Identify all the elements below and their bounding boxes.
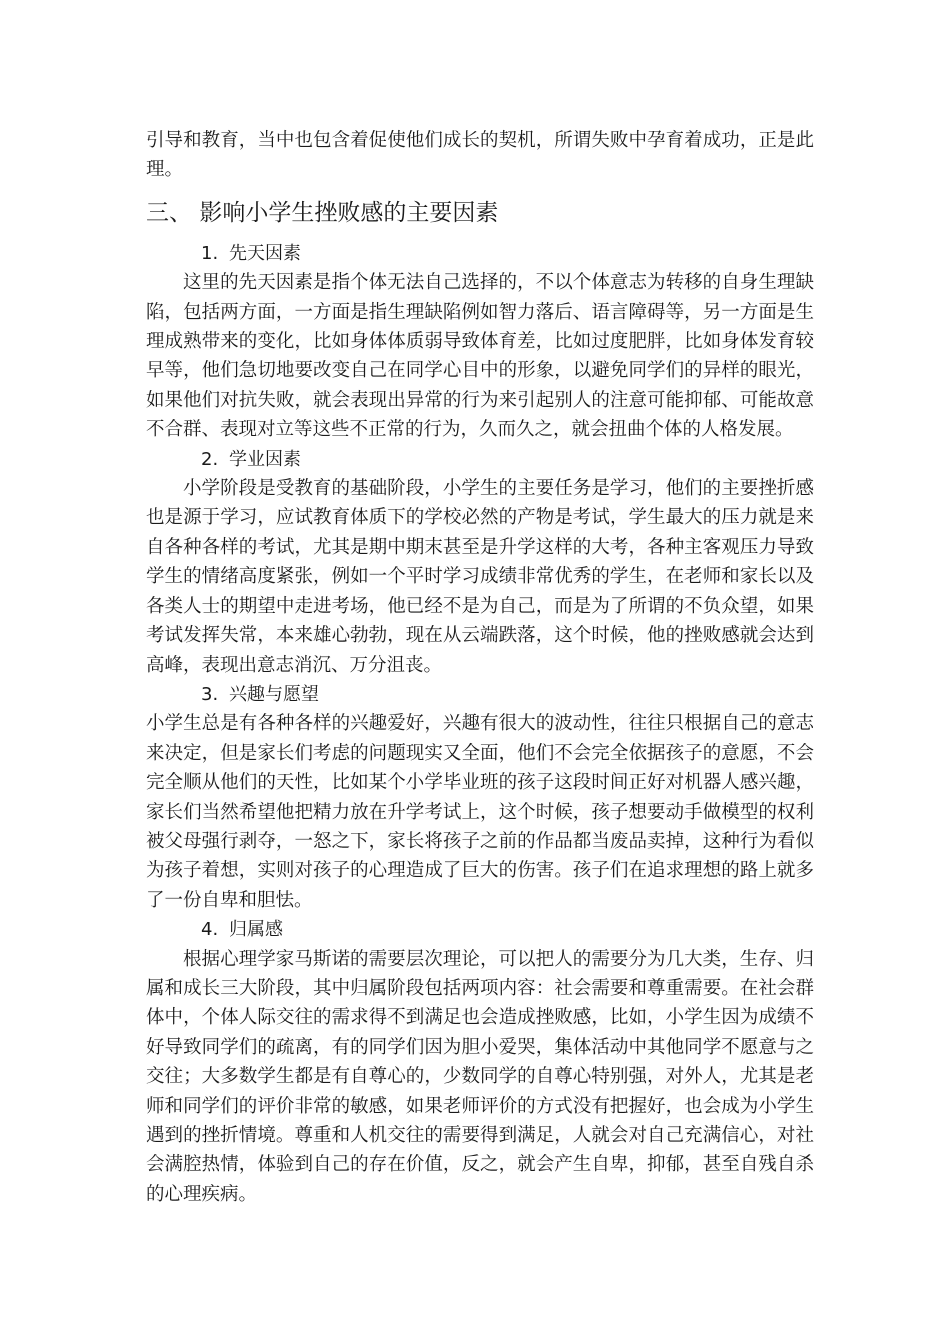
document-body bbox=[146, 126, 814, 1209]
factor-title: 先天因素 bbox=[229, 242, 301, 264]
factor-title: 兴趣与愿望 bbox=[229, 683, 319, 705]
factor-heading-3 bbox=[146, 680, 814, 709]
factor-number: 2. bbox=[201, 448, 219, 470]
intro-paragraph: 引导和教育，当中也包含着促使他们成长的契机，所谓失败中孕育着成功，正是此理。 bbox=[146, 130, 814, 181]
factor-number: 4. bbox=[201, 919, 219, 941]
factor-heading-1 bbox=[146, 239, 814, 268]
factor-title: 归属感 bbox=[229, 919, 283, 941]
factor-body-2: 小学阶段是受教育的基础阶段，小学生的主要任务是学习，他们的主要挫折感也是源于学习，应试教育体质下的学校必然的产物是考试，学生最大的压力就是来自各种各样的考试，尤其是期中期末甚至是升学这样的大考，各种主客观压力导致学生的情绪高度紧张，例如一个平时学习成绩非常优秀的学生，在老师和家长以及各类人士的期望中走进考场，他已经不是为自己，而是为了所谓的不负众望，如果考试发挥失常，本来雄心勃勃，现在从云端跌落，这个时候，他的挫败感就会达到高峰，表现出意志消沉、万分沮丧。 bbox=[146, 478, 814, 676]
section-number: 三、 bbox=[146, 199, 192, 226]
factor-heading-4 bbox=[146, 915, 814, 944]
factor-body-4: 根据心理学家马斯诺的需要层次理论，可以把人的需要分为几大类，生存、归属和成长三大阶段，其中归属阶段包括两项内容：社会需要和尊重需要。在社会群体中，个体人际交往的需求得不到满足也会造成挫败感，比如，小学生因为成绩不好导致同学们的疏离，有的同学们因为胆小爱哭，集体活动中其他同学不愿意与之交往；大多数学生都是有自尊心的，少数同学的自尊心特别强，对外人，尤其是老师和同学们的评价非常的敏感，如果老师评价的方式没有把握好，也会成为小学生遇到的挫折情境。尊重和人机交往的需要得到满足，人就会对自己充满信心，对社会满腔热情，体验到自己的存在价值，反之，就会产生自卑，抑郁，甚至自残自杀的心理疾病。 bbox=[146, 948, 814, 1205]
factor-number: 1. bbox=[201, 242, 219, 264]
factor-body-1: 这里的先天因素是指个体无法自己选择的，不以个体意志为转移的自身生理缺陷，包括两方面，一方面是指生理缺陷例如智力落后、语言障碍等，另一方面是生理成熟带来的变化，比如身体体质弱导致体育差，比如过度肥胖，比如身体发育较早等，他们急切地要改变自己在同学心目中的形象，以避免同学们的异样的眼光，如果他们对抗失败，就会表现出异常的行为来引起别人的注意可能抑郁、可能故意不合群、表现对立等这些不正常的行为，久而久之，就会扭曲个体的人格发展。 bbox=[146, 272, 814, 441]
factor-number: 3. bbox=[201, 683, 219, 705]
section-heading bbox=[146, 196, 814, 230]
factor-heading-2 bbox=[146, 445, 814, 474]
factor-body-3: 小学生总是有各种各样的兴趣爱好，兴趣有很大的波动性，往往只根据自己的意志来决定，但是家长们考虑的问题现实又全面，他们不会完全依据孩子的意愿，不会完全顺从他们的天性，比如某个小学毕业班的孩子这段时间正好对机器人感兴趣，家长们当然希望他把精力放在升学考试上，这个时候，孩子想要动手做模型的权利被父母强行剥夺，一怒之下，家长将孩子之前的作品都当废品卖掉，这种行为看似为孩子着想，实则对孩子的心理造成了巨大的伤害。孩子们在追求理想的路上就多了一份自卑和胆怯。 bbox=[146, 713, 814, 911]
factor-title: 学业因素 bbox=[229, 448, 301, 470]
section-title: 影响小学生挫败感的主要因素 bbox=[199, 199, 499, 226]
